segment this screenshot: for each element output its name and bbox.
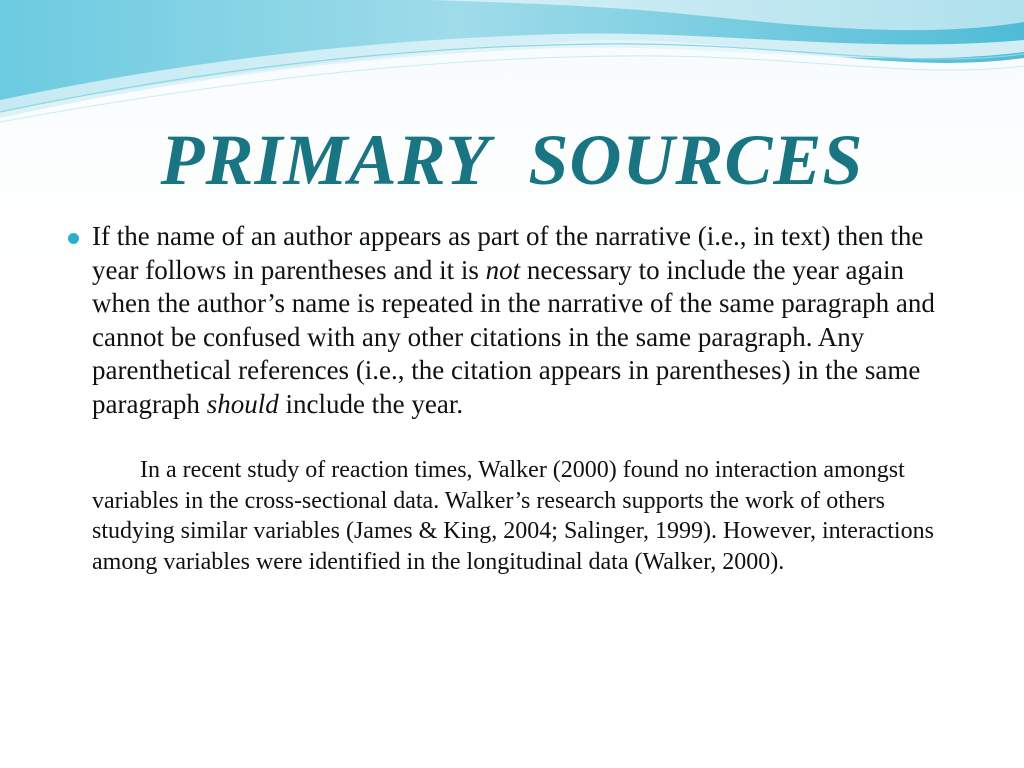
example-paragraph: In a recent study of reaction times, Walker (2000) found no interaction amongst variables in the cross-sectional data. Walker’s research supports the work of others studying similar variables (James & King, 2004; Salinger, 1999). However, interactions among variables were identified in the longitudinal data (Walker, 2000). (92, 457, 934, 575)
title-second-word: SOURCES (528, 120, 864, 200)
title-first-word: PRIMARY (160, 120, 491, 200)
slide-body (68, 220, 968, 577)
header-wave-decoration (0, 0, 1024, 130)
bullet-text: If the name of an author appears as part of the narrative (i.e., in text) then the year follows in parentheses and it is not necessary to include the year again when the author’s name is repeated in the narrative of the same paragraph and cannot be confused with any other citations in the same paragraph. Any parenthetical references (i.e., the citation appears in parentheses) in the same paragraph should include the year. (92, 221, 935, 419)
bullet-item (68, 220, 968, 421)
bullet-dot-icon (68, 233, 79, 244)
slide-title (0, 118, 1024, 202)
